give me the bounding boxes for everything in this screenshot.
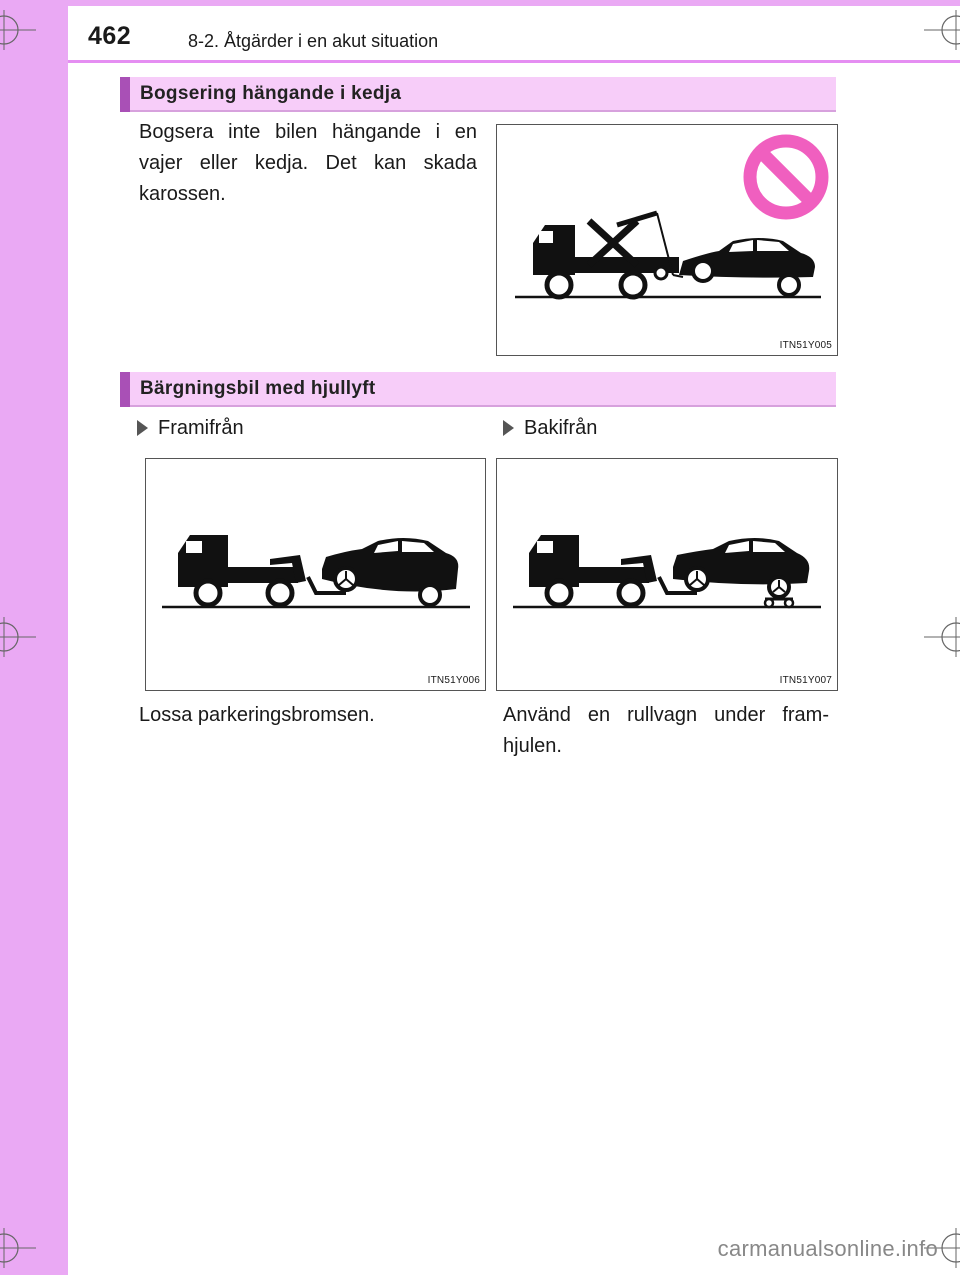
footer-watermark-url: carmanualsonline.info bbox=[717, 1236, 938, 1261]
chain-towing-warning-text: Bogsera inte bilen hängande i en vajer eller kedja. Det kan skada karossen. bbox=[139, 121, 477, 205]
figure-code: ITN51Y005 bbox=[779, 340, 832, 351]
crop-mark-top-left bbox=[0, 10, 40, 50]
section-title: Bärgningsbil med hjullyft bbox=[140, 378, 376, 399]
bullet-rear bbox=[503, 417, 597, 440]
front-tow-illustration bbox=[145, 458, 486, 691]
bullet-triangle-icon bbox=[503, 420, 514, 436]
crop-mark-bottom-left bbox=[0, 1228, 40, 1268]
chapter-title: 8-2. Åtgärder i en akut situation bbox=[188, 31, 439, 51]
chain-towing-illustration bbox=[496, 124, 838, 356]
page-number: 462 bbox=[88, 22, 132, 50]
section-bar bbox=[120, 77, 130, 112]
front-wheel-lift-graphic bbox=[146, 459, 485, 690]
bullet-front bbox=[137, 417, 244, 440]
bullet-label: Framifrån bbox=[158, 417, 244, 439]
figure-code: ITN51Y006 bbox=[427, 675, 480, 686]
prohibition-icon bbox=[750, 141, 822, 213]
bullet-triangle-icon bbox=[137, 420, 148, 436]
section-heading-chain-towing bbox=[120, 77, 836, 112]
crop-mark-mid-right bbox=[920, 617, 960, 657]
caption-front-tow: Lossa parkeringsbromsen. bbox=[139, 704, 375, 726]
section-heading-wheel-lift bbox=[120, 372, 836, 407]
crop-mark-top-right bbox=[920, 10, 960, 50]
page-top-strip bbox=[68, 0, 960, 6]
figure-code: ITN51Y007 bbox=[779, 675, 832, 686]
chain-tow-truck-graphic bbox=[497, 125, 837, 355]
section-bar bbox=[120, 372, 130, 407]
crop-mark-mid-left bbox=[0, 617, 40, 657]
bullet-label: Bakifrån bbox=[524, 417, 598, 439]
rear-tow-illustration bbox=[496, 458, 838, 691]
section-title: Bogsering hängande i kedja bbox=[140, 83, 402, 104]
caption-rear-tow: Använd en rullvagn under fram-hjulen. bbox=[503, 704, 829, 757]
rear-wheel-lift-dolly-graphic bbox=[497, 459, 837, 690]
header-rule bbox=[68, 60, 960, 63]
